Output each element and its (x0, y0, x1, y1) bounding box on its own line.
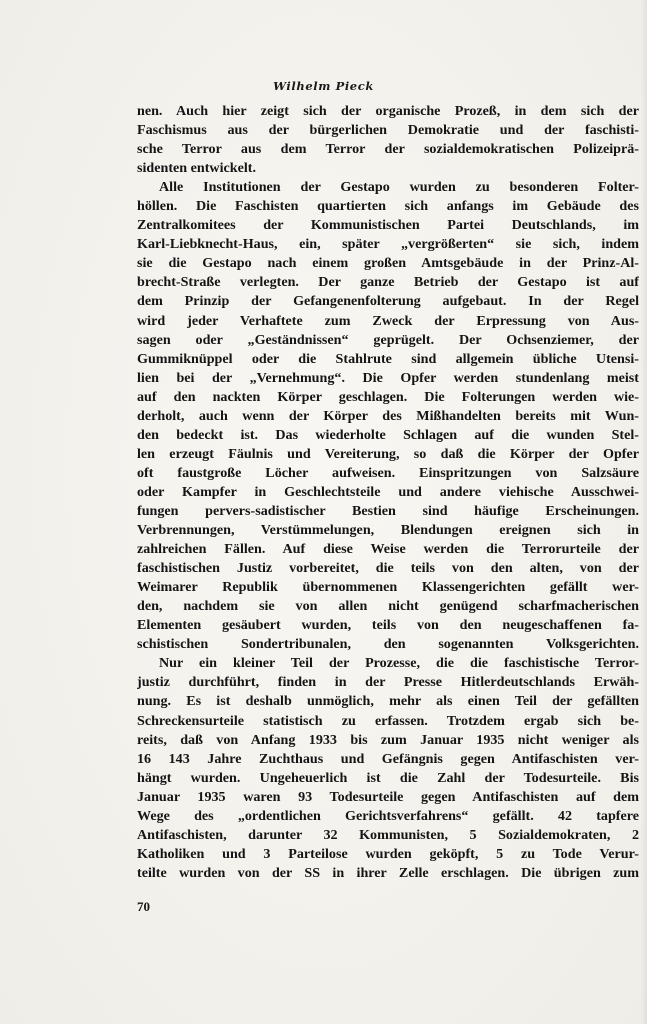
text-line: auf den nackten Körper geschlagen. Die Folterungen werden wie- (137, 388, 639, 405)
text-line: Alle Institutionen der Gestapo wurden zu besonderen Folter- (159, 179, 639, 196)
text-line: faschistischen Justiz vorbereitet, die teils von den alten, von der (137, 560, 639, 577)
text-line: Katholiken und 3 Parteilose wurden geköpft, 5 zu Tode Verur- (137, 845, 639, 862)
text-line: höllen. Die Faschisten quartierten sich anfangs im Gebäude des (137, 198, 639, 215)
text-line: sidenten entwickelt. (137, 160, 257, 177)
text-line: nen. Auch hier zeigt sich der organische Prozeß, in dem sich der (137, 103, 639, 119)
text-line: wird jeder Verhaftete zum Zweck der Erpressung von Aus- (137, 312, 639, 329)
text-line: Nur ein kleiner Teil der Prozesse, die die faschistische Terror- (159, 655, 639, 672)
page-number: 70 (137, 899, 150, 914)
text-line: Wege des „ordentlichen Gerichtsverfahrens“ gefällt. 42 tapfere (137, 807, 639, 824)
text-line: sche Terror aus dem Terror der sozialdemokratischen Polizeiprä- (137, 141, 639, 158)
text-line: Weimarer Republik übernommenen Klassengerichten gefällt wer- (137, 579, 639, 596)
text-line: Januar 1935 waren 93 Todesurteile gegen Antifaschisten auf dem (137, 788, 639, 805)
text-line: den, nachdem sie von allen nicht genügend scharfmacherischen (137, 598, 639, 615)
text-line: teilte wurden von der SS in ihrer Zelle erschlagen. Die übrigen zum (137, 864, 639, 881)
text-line: justiz durchführt, finden in der Presse Hitlerdeutschlands Erwäh- (137, 674, 639, 691)
running-head: Wilhelm Pieck (273, 79, 374, 93)
text-line: schistischen Sondertribunalen, den sogenannten Volksgerichten. (137, 636, 639, 653)
text-line: fungen pervers-sadistischer Bestien sind häufige Erscheinungen. (137, 502, 639, 519)
text-line: nung. Es ist deshalb unmöglich, mehr als einen Teil der gefällten (137, 693, 639, 710)
text-line: oft faustgroße Löcher aufweisen. Einspritzungen von Salzsäure (137, 464, 639, 481)
text-line: Antifaschisten, darunter 32 Kommunisten, 5 Sozialdemokraten, 2 (137, 826, 639, 843)
text-line: Karl-Liebknecht-Haus, ein, später „vergrößerten“ sie sich, indem (137, 236, 639, 253)
text-line: sie die Gestapo nach einem großen Amtsgebäude in der Prinz-Al- (137, 255, 639, 272)
text-line: lien bei der „Vernehmung“. Die Opfer werden stundenlang meist (137, 369, 639, 386)
text-line: hängt wurden. Ungeheuerlich ist die Zahl der Todesurteile. Bis (137, 769, 639, 786)
text-line: Verbrennungen, Verstümmelungen, Blendungen ereignen sich in (137, 522, 639, 539)
text-line: reits, daß von Anfang 1933 bis zum Januar 1935 nicht weniger als (137, 731, 639, 748)
text-line: Faschismus aus der bürgerlichen Demokratie und der faschisti- (137, 122, 639, 139)
text-line: den bedeckt ist. Das wiederholte Schlagen auf die wunden Stel- (137, 426, 639, 443)
text-line: brecht-Straße verlegten. Der ganze Betrieb der Gestapo ist auf (137, 274, 639, 291)
text-line: len erzeugt Fäulnis und Vereiterung, so daß die Körper der Opfer (137, 445, 639, 462)
text-line: zahlreichen Fällen. Auf diese Weise werden die Terrorurteile der (137, 541, 639, 558)
scan-edge-shadow (641, 0, 647, 1024)
text-line: oder Kampfer in Geschlechtsteile und andere viehische Ausschwei- (137, 483, 639, 500)
text-line: Gummiknüppel oder die Stahlrute sind allgemein übliche Utensi- (137, 350, 639, 367)
text-line: Zentralkomitees der Kommunistischen Partei Deutschlands, im (137, 217, 639, 234)
text-line: derholt, auch wenn der Körper des Mißhandelten bereits mit Wun- (137, 407, 639, 424)
text-line: 16 143 Jahre Zuchthaus und Gefängnis gegen Antifaschisten ver- (137, 750, 639, 767)
text-line: Elementen gesäubert wurden, teils von den neugeschaffenen fa- (137, 617, 639, 634)
text-line: sagen oder „Geständnissen“ geprügelt. Der Ochsenziemer, der (137, 331, 639, 348)
text-line: dem Prinzip der Gefangenenfolterung aufgebaut. In der Regel (137, 293, 639, 310)
text-line: Schreckensurteile statistisch zu erfassen. Trotzdem ergab sich be- (137, 712, 639, 729)
body-text (137, 102, 639, 883)
